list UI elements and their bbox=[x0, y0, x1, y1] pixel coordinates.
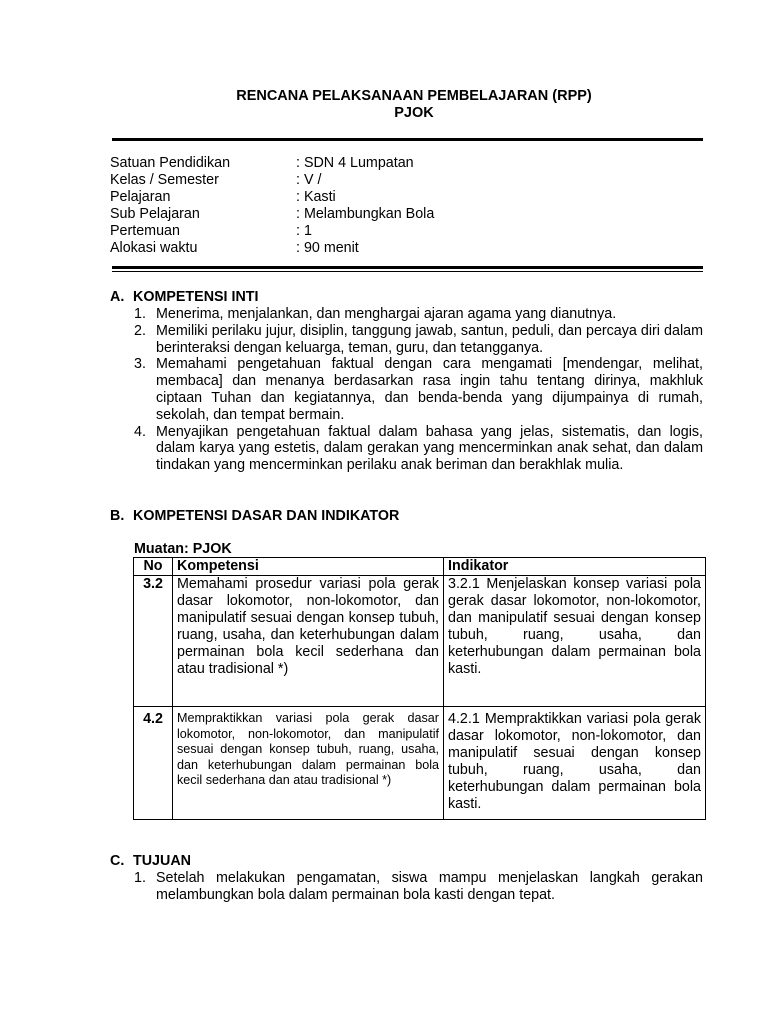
table-header-no: No bbox=[134, 558, 173, 576]
section-a-heading bbox=[110, 289, 259, 306]
section-letter: C. bbox=[110, 853, 125, 869]
list-number: 1. bbox=[134, 306, 146, 322]
list-text: Menyajikan pengetahuan faktual dalam bahasa yang jelas, sistematis, dan logis, dalam karya yang estetis, dalam gerakan yang mencerminkan anak sehat, dan dalam tindakan yang mencerminkan perilaku anak beriman dan berakhlak mulia. bbox=[156, 423, 703, 474]
identity-row bbox=[110, 206, 434, 223]
row-kompetensi: Mempraktikkan variasi pola gerak dasar lokomotor, non-lokomotor, dan manipulatif sesuai dengan konsep tubuh, ruang, usaha, dan keterhubungan dalam permainan bola kecil sederhana dan atau tradisional *) bbox=[173, 707, 444, 820]
list-item bbox=[134, 356, 703, 423]
row-indikator: 3.2.1 Menjelaskan konsep variasi pola gerak dasar lokomotor, non-lokomotor, dan manipulatif sesuai dengan konsep tubuh, ruang, usaha, dan keterhubungan dalam permainan bola kasti. bbox=[444, 576, 706, 707]
list-text: Memahami pengetahuan faktual dengan cara mengamati [mendengar, melihat, membaca] dan menanya berdasarkan rasa ingin tahu tentang dirinya, makhluk ciptaan Tuhan dan kegiatannya, dan benda-benda yang dijumpainya di rumah, sekolah, dan tempat bermain. bbox=[156, 356, 703, 423]
identity-block bbox=[110, 155, 434, 257]
title-line-2: PJOK bbox=[394, 105, 434, 121]
table-row bbox=[134, 576, 706, 707]
section-letter: B. bbox=[110, 508, 125, 524]
muatan-label: Muatan: PJOK bbox=[134, 541, 232, 557]
top-divider bbox=[112, 138, 703, 141]
identity-label: Alokasi waktu bbox=[110, 240, 198, 256]
identity-divider-thick bbox=[112, 266, 703, 269]
identity-value: : Kasti bbox=[296, 189, 336, 205]
identity-value: : V / bbox=[296, 172, 322, 188]
identity-label: Satuan Pendidikan bbox=[110, 155, 231, 171]
table-header-indikator: Indikator bbox=[444, 558, 706, 576]
identity-row bbox=[110, 240, 434, 257]
list-item bbox=[134, 870, 703, 904]
list-text: Setelah melakukan pengamatan, siswa mampu menjelaskan langkah gerakan melambungkan bola dalam permainan bola kasti dengan tepat. bbox=[156, 870, 703, 903]
section-c-heading bbox=[110, 853, 191, 870]
list-item bbox=[134, 323, 703, 357]
section-letter: A. bbox=[110, 289, 125, 305]
identity-row bbox=[110, 189, 434, 206]
list-number: 1. bbox=[134, 870, 146, 886]
title-line-1: RENCANA PELAKSANAAN PEMBELAJARAN (RPP) bbox=[236, 88, 592, 104]
identity-value: : 1 bbox=[296, 223, 312, 239]
list-text: Menerima, menjalankan, dan menghargai ajaran agama yang dianutnya. bbox=[156, 306, 617, 322]
list-number: 4. bbox=[134, 423, 146, 440]
kompetensi-table bbox=[133, 557, 706, 820]
table-header-row bbox=[134, 558, 706, 576]
table-header-kompetensi: Kompetensi bbox=[173, 558, 444, 576]
identity-row bbox=[110, 223, 434, 240]
section-title: KOMPETENSI DASAR DAN INDIKATOR bbox=[133, 508, 400, 524]
list-item bbox=[134, 306, 703, 323]
row-indikator: 4.2.1 Mempraktikkan variasi pola gerak dasar lokomotor, non-lokomotor, dan manipulatif sesuai dengan konsep tubuh, ruang, usaha, dan keterhubungan dalam permainan bola kasti. bbox=[444, 707, 706, 820]
identity-label: Sub Pelajaran bbox=[110, 206, 200, 222]
list-item bbox=[134, 424, 703, 474]
document-title bbox=[0, 88, 768, 122]
row-kompetensi: Memahami prosedur variasi pola gerak dasar lokomotor, non-lokomotor, dan manipulatif sesuai dengan konsep tubuh, ruang, usaha, dan keterhubungan dalam permainan bola kecil sederhana dan atau tradisional *) bbox=[173, 576, 444, 707]
table-row bbox=[134, 707, 706, 820]
identity-value: : 90 menit bbox=[296, 240, 359, 256]
identity-label: Pertemuan bbox=[110, 223, 180, 239]
kompetensi-inti-list bbox=[134, 306, 703, 474]
row-number: 3.2 bbox=[134, 576, 173, 707]
identity-label: Kelas / Semester bbox=[110, 172, 219, 188]
identity-label: Pelajaran bbox=[110, 189, 171, 205]
tujuan-list bbox=[134, 870, 703, 904]
identity-row bbox=[110, 172, 434, 189]
section-b-heading bbox=[110, 508, 399, 525]
row-number: 4.2 bbox=[134, 707, 173, 820]
list-number: 3. bbox=[134, 356, 146, 373]
identity-row bbox=[110, 155, 434, 172]
section-title: TUJUAN bbox=[133, 853, 191, 869]
identity-divider-thin bbox=[112, 271, 703, 272]
list-text: Memiliki perilaku jujur, disiplin, tanggung jawab, santun, peduli, dan percaya diri dalam berinteraksi dengan keluarga, teman, guru, dan tetangganya. bbox=[156, 322, 703, 356]
list-number: 2. bbox=[134, 322, 146, 339]
section-title: KOMPETENSI INTI bbox=[133, 289, 259, 305]
identity-value: : Melambungkan Bola bbox=[296, 206, 435, 222]
identity-value: : SDN 4 Lumpatan bbox=[296, 155, 414, 171]
